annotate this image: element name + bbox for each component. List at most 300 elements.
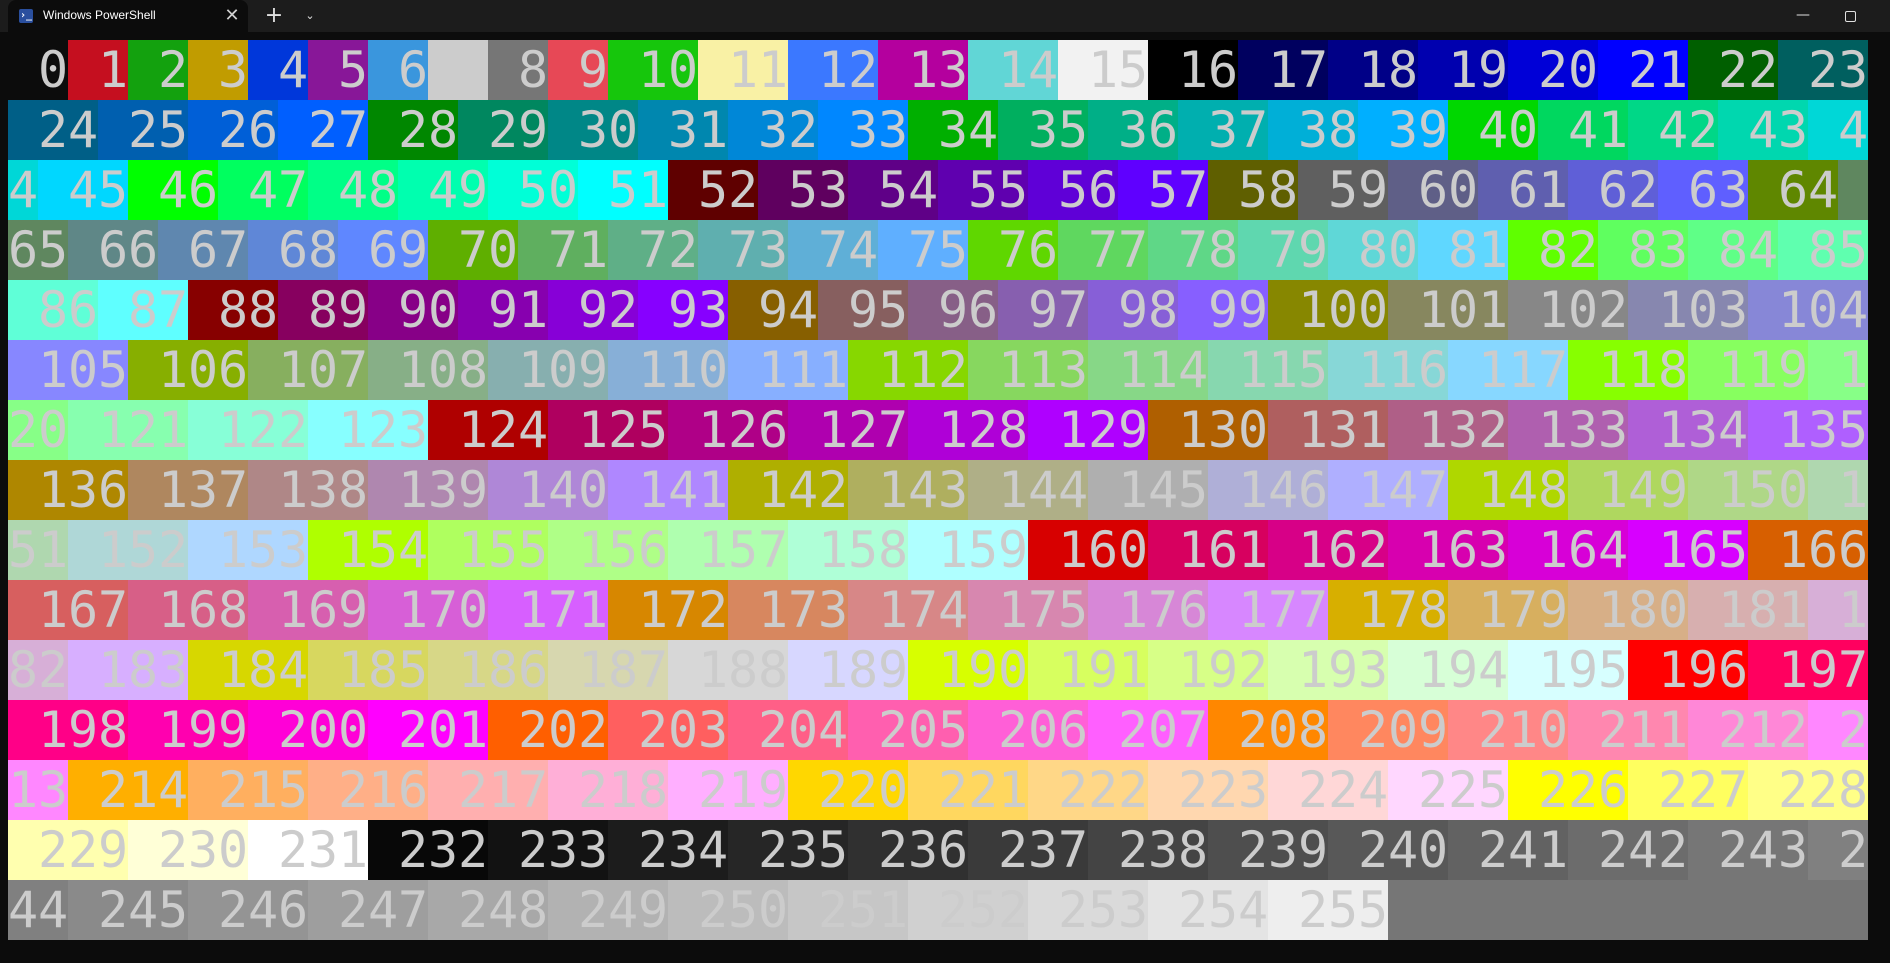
terminal-glyph: 6 [518, 641, 549, 699]
terminal-glyph [488, 820, 518, 880]
terminal-glyph: 4 [1388, 461, 1419, 519]
terminal-glyph: 5 [1058, 161, 1089, 219]
terminal-glyph: 0 [1568, 281, 1599, 339]
terminal-glyph [188, 880, 218, 940]
terminal-glyph [908, 880, 938, 940]
terminal-glyph: 4 [608, 881, 639, 939]
terminal-glyph [608, 220, 638, 280]
terminal-glyph: 2 [1238, 641, 1269, 699]
terminal-glyph: 2 [338, 761, 369, 819]
terminal-glyph [1748, 280, 1778, 340]
terminal-glyph: 9 [1568, 641, 1599, 699]
terminal-glyph: 2 [998, 821, 1029, 879]
terminal-glyph [728, 460, 758, 520]
terminal-glyph: 1 [638, 341, 669, 399]
terminal-glyph: 3 [1718, 161, 1749, 219]
terminal-glyph: 4 [248, 881, 279, 939]
terminal-glyph: 2 [248, 401, 279, 459]
terminal-glyph [1508, 280, 1538, 340]
terminal-glyph [1838, 160, 1868, 220]
terminal-glyph [8, 280, 38, 340]
terminal-glyph: 8 [1328, 101, 1359, 159]
terminal-glyph: 6 [1058, 701, 1089, 759]
terminal-glyph: 7 [1178, 161, 1209, 219]
terminal-glyph [1718, 100, 1748, 160]
terminal-glyph [1208, 820, 1238, 880]
terminal-glyph: 4 [428, 161, 459, 219]
terminal-glyph: 1 [368, 761, 399, 819]
terminal-glyph [1268, 520, 1298, 580]
terminal-glyph [1328, 460, 1358, 520]
terminal-glyph: 6 [1088, 521, 1119, 579]
terminal-glyph: 1 [1658, 401, 1689, 459]
terminal-glyph [638, 280, 668, 340]
terminal-glyph: 2 [518, 701, 549, 759]
terminal-glyph: 2 [1328, 761, 1359, 819]
terminal-glyph: 7 [758, 521, 789, 579]
terminal-glyph [98, 100, 128, 160]
terminal-glyph: 1 [518, 461, 549, 519]
terminal-glyph: 4 [1598, 521, 1629, 579]
terminal-glyph [98, 280, 128, 340]
terminal-output[interactable] [8, 40, 1868, 940]
terminal-glyph: 1 [158, 401, 189, 459]
terminal-glyph [1088, 580, 1118, 640]
terminal-glyph: 0 [1268, 701, 1299, 759]
terminal-glyph: 8 [1538, 221, 1569, 279]
terminal-glyph [1268, 100, 1298, 160]
terminal-glyph [1808, 700, 1838, 760]
terminal-glyph [1508, 400, 1538, 460]
terminal-glyph: 1 [1538, 521, 1569, 579]
terminal-glyph: 0 [1568, 41, 1599, 99]
terminal-glyph: 6 [1448, 521, 1479, 579]
terminal-glyph: 6 [1688, 521, 1719, 579]
terminal-glyph: 7 [878, 401, 909, 459]
terminal-glyph: 5 [968, 521, 999, 579]
terminal-glyph: 5 [848, 521, 879, 579]
terminal-glyph: 0 [1358, 281, 1389, 339]
terminal-glyph: 3 [218, 41, 249, 99]
terminal-glyph: 5 [278, 761, 309, 819]
terminal-glyph: 9 [1238, 281, 1269, 339]
terminal-glyph: 3 [698, 701, 729, 759]
maximize-button[interactable] [1828, 0, 1874, 32]
terminal-glyph: 7 [98, 581, 129, 639]
terminal-glyph: 2 [818, 461, 849, 519]
terminal-glyph: 2 [458, 881, 489, 939]
terminal-glyph: 2 [38, 821, 69, 879]
terminal-glyph: 8 [458, 341, 489, 399]
terminal-glyph [938, 160, 968, 220]
terminal-glyph: 5 [1838, 401, 1868, 459]
terminal-glyph: 8 [1148, 281, 1179, 339]
terminal-glyph: 4 [158, 761, 189, 819]
terminal-glyph: 2 [848, 401, 879, 459]
tab-windows-powershell[interactable] [8, 0, 248, 32]
terminal-glyph: 1 [1358, 461, 1389, 519]
terminal-glyph: 6 [1088, 161, 1119, 219]
terminal-glyph: 2 [938, 761, 969, 819]
terminal-glyph: 6 [68, 581, 99, 639]
terminal-glyph: 1 [998, 41, 1029, 99]
terminal-glyph: 7 [908, 581, 939, 639]
terminal-glyph: 1 [248, 761, 279, 819]
terminal-glyph: 1 [578, 221, 609, 279]
terminal-glyph: 0 [38, 41, 69, 99]
terminal-glyph [668, 880, 698, 940]
terminal-glyph: 2 [368, 401, 399, 459]
terminal-glyph: 1 [1778, 401, 1809, 459]
terminal-glyph [1208, 160, 1238, 220]
terminal-glyph: 1 [608, 761, 639, 819]
terminal-glyph: 2 [1118, 701, 1149, 759]
terminal-glyph: 1 [788, 341, 819, 399]
terminal-glyph: 8 [1838, 761, 1868, 819]
terminal-glyph [878, 220, 908, 280]
terminal-glyph: 1 [1838, 581, 1868, 639]
terminal-glyph [638, 100, 668, 160]
terminal-glyph [428, 520, 458, 580]
terminal-glyph: 2 [1598, 281, 1629, 339]
terminal-glyph [1688, 580, 1718, 640]
terminal-glyph: 3 [1778, 821, 1809, 879]
minimize-button[interactable]: — [1796, 7, 1810, 23]
terminal-glyph: 1 [878, 881, 909, 939]
terminal-glyph: 1 [1598, 581, 1629, 639]
terminal-line [8, 580, 1868, 640]
terminal-glyph: 1 [1538, 401, 1569, 459]
terminal-glyph [1058, 40, 1088, 100]
terminal-glyph [1748, 520, 1778, 580]
terminal-glyph [1448, 580, 1478, 640]
terminal-glyph: 3 [398, 401, 429, 459]
terminal-glyph: 8 [1298, 701, 1329, 759]
terminal-glyph: 7 [1058, 281, 1089, 339]
terminal-glyph: 1 [338, 821, 369, 879]
terminal-glyph [668, 160, 698, 220]
terminal-glyph [548, 640, 578, 700]
terminal-glyph: 1 [158, 461, 189, 519]
terminal-glyph [488, 40, 518, 100]
terminal-glyph: 7 [908, 221, 939, 279]
terminal-glyph [128, 820, 158, 880]
terminal-glyph: 8 [218, 581, 249, 639]
terminal-glyph: 1 [1778, 281, 1809, 339]
terminal-line [8, 700, 1868, 760]
terminal-glyph: 6 [1298, 461, 1329, 519]
terminal-glyph: 9 [458, 461, 489, 519]
terminal-glyph: 1 [1118, 581, 1149, 639]
terminal-glyph [1028, 760, 1058, 820]
terminal-glyph: 6 [278, 881, 309, 939]
terminal-glyph: 7 [1508, 581, 1539, 639]
terminal-glyph: 0 [908, 701, 939, 759]
terminal-glyph: 6 [1838, 521, 1868, 579]
powershell-icon: ›_ [19, 10, 33, 21]
terminal-glyph: 4 [818, 701, 849, 759]
terminal-glyph: 1 [998, 581, 1029, 639]
terminal-glyph: 0 [788, 701, 819, 759]
terminal-glyph: 1 [1538, 281, 1569, 339]
terminal-glyph: 1 [818, 521, 849, 579]
terminal-glyph [908, 400, 938, 460]
terminal-glyph [818, 100, 848, 160]
terminal-glyph: 2 [758, 821, 789, 879]
terminal-glyph: 1 [278, 341, 309, 399]
terminal-glyph: 0 [698, 341, 729, 399]
terminal-glyph: 8 [1358, 221, 1389, 279]
terminal-glyph: 0 [548, 701, 579, 759]
terminal-glyph: 9 [1418, 701, 1449, 759]
terminal-glyph [128, 40, 158, 100]
terminal-glyph: 2 [1358, 521, 1389, 579]
terminal-glyph: 0 [1028, 701, 1059, 759]
terminal-glyph: 5 [158, 101, 189, 159]
terminal-glyph: 1 [218, 641, 249, 699]
terminal-glyph [308, 880, 338, 940]
terminal-glyph: 1 [638, 581, 669, 639]
terminal-glyph: 7 [548, 581, 579, 639]
terminal-glyph: 1 [1748, 701, 1779, 759]
terminal-glyph: 6 [128, 221, 159, 279]
terminal-glyph: 2 [848, 761, 879, 819]
terminal-glyph [488, 460, 518, 520]
terminal-glyph: 5 [1118, 41, 1149, 99]
terminal-glyph [848, 580, 878, 640]
terminal-glyph: 2 [488, 401, 519, 459]
tab-dropdown-chevron-icon[interactable]: ⌄ [305, 9, 315, 22]
terminal-glyph: 1 [878, 461, 909, 519]
terminal-glyph: 6 [308, 581, 339, 639]
terminal-glyph: 1 [98, 41, 129, 99]
terminal-glyph [1388, 520, 1418, 580]
terminal-glyph: 1 [638, 41, 669, 99]
terminal-glyph [848, 460, 878, 520]
terminal-glyph: 2 [1808, 761, 1839, 819]
terminal-glyph [248, 460, 278, 520]
terminal-glyph: 2 [398, 821, 429, 879]
terminal-glyph: 3 [818, 161, 849, 219]
terminal-glyph: 2 [998, 881, 1029, 939]
terminal-glyph: 3 [1298, 101, 1329, 159]
terminal-glyph: 5 [1298, 341, 1329, 399]
terminal-glyph: 0 [308, 701, 339, 759]
terminal-glyph: 4 [1178, 341, 1209, 399]
terminal-glyph: 2 [38, 641, 69, 699]
terminal-glyph: 3 [1778, 101, 1809, 159]
terminal-glyph: 4 [1838, 281, 1868, 339]
terminal-glyph [488, 700, 518, 760]
terminal-glyph [428, 640, 458, 700]
terminal-glyph: 1 [1478, 341, 1509, 399]
terminal-glyph [1628, 400, 1658, 460]
terminal-glyph: 1 [1238, 341, 1269, 399]
terminal-glyph: 5 [968, 881, 999, 939]
terminal-glyph: 7 [1148, 581, 1179, 639]
terminal-glyph: 8 [488, 641, 519, 699]
terminal-glyph: 1 [1298, 281, 1329, 339]
terminal-glyph: 5 [938, 221, 969, 279]
terminal-glyph [428, 220, 458, 280]
terminal-glyph: 1 [158, 701, 189, 759]
terminal-glyph [968, 340, 998, 400]
terminal-glyph: 1 [938, 401, 969, 459]
terminal-glyph: 2 [578, 701, 609, 759]
terminal-glyph: 1 [38, 461, 69, 519]
terminal-glyph [1088, 700, 1118, 760]
terminal-glyph: 1 [1268, 41, 1299, 99]
terminal-glyph: 1 [1598, 341, 1629, 399]
terminal-glyph: 0 [1148, 701, 1179, 759]
tab-title: Windows PowerShell [43, 8, 156, 22]
terminal-glyph: 2 [1448, 761, 1479, 819]
terminal-glyph: 5 [338, 41, 369, 99]
terminal-glyph: 3 [158, 641, 189, 699]
terminal-glyph [1688, 220, 1718, 280]
terminal-glyph: 9 [1358, 161, 1389, 219]
terminal-glyph: 3 [878, 101, 909, 159]
terminal-scrollbar[interactable] [1872, 40, 1882, 940]
terminal-glyph: 1 [338, 401, 369, 459]
terminal-glyph: 1 [1778, 521, 1809, 579]
terminal-glyph: 1 [728, 761, 759, 819]
new-tab-button[interactable]: + [264, 3, 284, 28]
terminal-glyph [1628, 640, 1658, 700]
terminal-glyph: 1 [578, 521, 609, 579]
terminal-glyph: 7 [1178, 701, 1209, 759]
terminal-glyph: 4 [1808, 161, 1839, 219]
terminal-glyph: 7 [638, 221, 669, 279]
terminal-glyph: 2 [938, 881, 969, 939]
terminal-glyph: 4 [1628, 461, 1659, 519]
terminal-glyph: 1 [668, 341, 699, 399]
terminal-glyph: 2 [518, 821, 549, 879]
terminal-glyph: 3 [1118, 101, 1149, 159]
terminal-glyph: 1 [1448, 41, 1479, 99]
terminal-glyph: 1 [1298, 521, 1329, 579]
terminal-glyph: 1 [728, 41, 759, 99]
terminal-glyph: 4 [1388, 821, 1419, 879]
terminal-glyph: 1 [278, 581, 309, 639]
terminal-glyph: 4 [1838, 101, 1868, 159]
terminal-glyph: 5 [698, 161, 729, 219]
terminal-glyph [68, 640, 98, 700]
terminal-glyph: 2 [38, 101, 69, 159]
terminal-glyph: 2 [698, 761, 729, 819]
terminal-glyph: 1 [1508, 701, 1539, 759]
terminal-glyph [1028, 880, 1058, 940]
terminal-glyph: 6 [638, 521, 669, 579]
terminal-glyph [548, 100, 578, 160]
terminal-glyph [1568, 700, 1598, 760]
terminal-glyph: 1 [698, 521, 729, 579]
terminal-glyph: 5 [608, 161, 639, 219]
terminal-glyph: 2 [728, 401, 759, 459]
terminal-glyph [68, 220, 98, 280]
terminal-glyph: 9 [668, 281, 699, 339]
terminal-glyph: 6 [98, 221, 129, 279]
terminal-glyph [1268, 280, 1298, 340]
terminal-glyph: 1 [1238, 581, 1269, 639]
terminal-glyph: 7 [1268, 221, 1299, 279]
terminal-glyph: 4 [1358, 761, 1389, 819]
terminal-glyph [368, 580, 398, 640]
close-tab-icon[interactable]: ✕ [224, 5, 240, 26]
terminal-glyph: 7 [158, 281, 189, 339]
terminal-glyph [668, 520, 698, 580]
terminal-glyph: 1 [1478, 281, 1509, 339]
terminal-glyph [1148, 520, 1178, 580]
terminal-glyph: 8 [1388, 41, 1419, 99]
terminal-glyph: 5 [1748, 461, 1779, 519]
terminal-glyph: 6 [248, 101, 279, 159]
terminal-glyph: 8 [368, 161, 399, 219]
terminal-glyph: 9 [998, 521, 1029, 579]
terminal-glyph: 5 [518, 161, 549, 219]
terminal-glyph: 0 [1118, 521, 1149, 579]
terminal-glyph: 1 [38, 341, 69, 399]
terminal-glyph: 8 [248, 641, 279, 699]
terminal-glyph: 4 [908, 161, 939, 219]
terminal-glyph: 7 [998, 221, 1029, 279]
terminal-glyph [248, 700, 278, 760]
terminal-glyph: 4 [68, 101, 99, 159]
terminal-glyph: 1 [938, 521, 969, 579]
terminal-glyph [668, 400, 698, 460]
terminal-glyph: 0 [1808, 281, 1839, 339]
terminal-glyph: 2 [698, 881, 729, 939]
terminal-glyph: 2 [968, 761, 999, 819]
terminal-glyph [1418, 220, 1448, 280]
terminal-glyph: 1 [1058, 641, 1089, 699]
terminal-glyph: 8 [608, 641, 639, 699]
terminal-glyph: 2 [608, 281, 639, 339]
terminal-glyph: 0 [1388, 221, 1419, 279]
terminal-glyph: 1 [338, 521, 369, 579]
terminal-glyph: 9 [398, 221, 429, 279]
terminal-glyph [1328, 580, 1358, 640]
terminal-glyph [608, 40, 638, 100]
terminal-glyph: 3 [818, 581, 849, 639]
terminal-glyph: 1 [1478, 461, 1509, 519]
terminal-glyph: 3 [308, 461, 339, 519]
terminal-glyph: 5 [818, 821, 849, 879]
terminal-glyph: 2 [1178, 761, 1209, 819]
terminal-glyph: 7 [1298, 581, 1329, 639]
terminal-glyph: 6 [968, 281, 999, 339]
terminal-glyph: 2 [1688, 761, 1719, 819]
terminal-glyph [968, 460, 998, 520]
terminal-glyph [1448, 460, 1478, 520]
terminal-glyph [128, 700, 158, 760]
terminal-line [8, 640, 1868, 700]
terminal-glyph [548, 760, 578, 820]
terminal-glyph: 2 [1238, 701, 1269, 759]
terminal-glyph: 1 [818, 41, 849, 99]
terminal-glyph: 3 [68, 461, 99, 519]
terminal-glyph: 6 [1688, 161, 1719, 219]
terminal-glyph: 2 [578, 761, 609, 819]
terminal-glyph: 0 [1688, 281, 1719, 339]
terminal-glyph: 3 [938, 101, 969, 159]
terminal-glyph [248, 580, 278, 640]
terminal-glyph: 4 [1478, 101, 1509, 159]
terminal-glyph [1568, 340, 1598, 400]
terminal-glyph: 7 [1268, 581, 1299, 639]
terminal-glyph: 1 [638, 461, 669, 519]
terminal-glyph: 8 [1208, 221, 1239, 279]
